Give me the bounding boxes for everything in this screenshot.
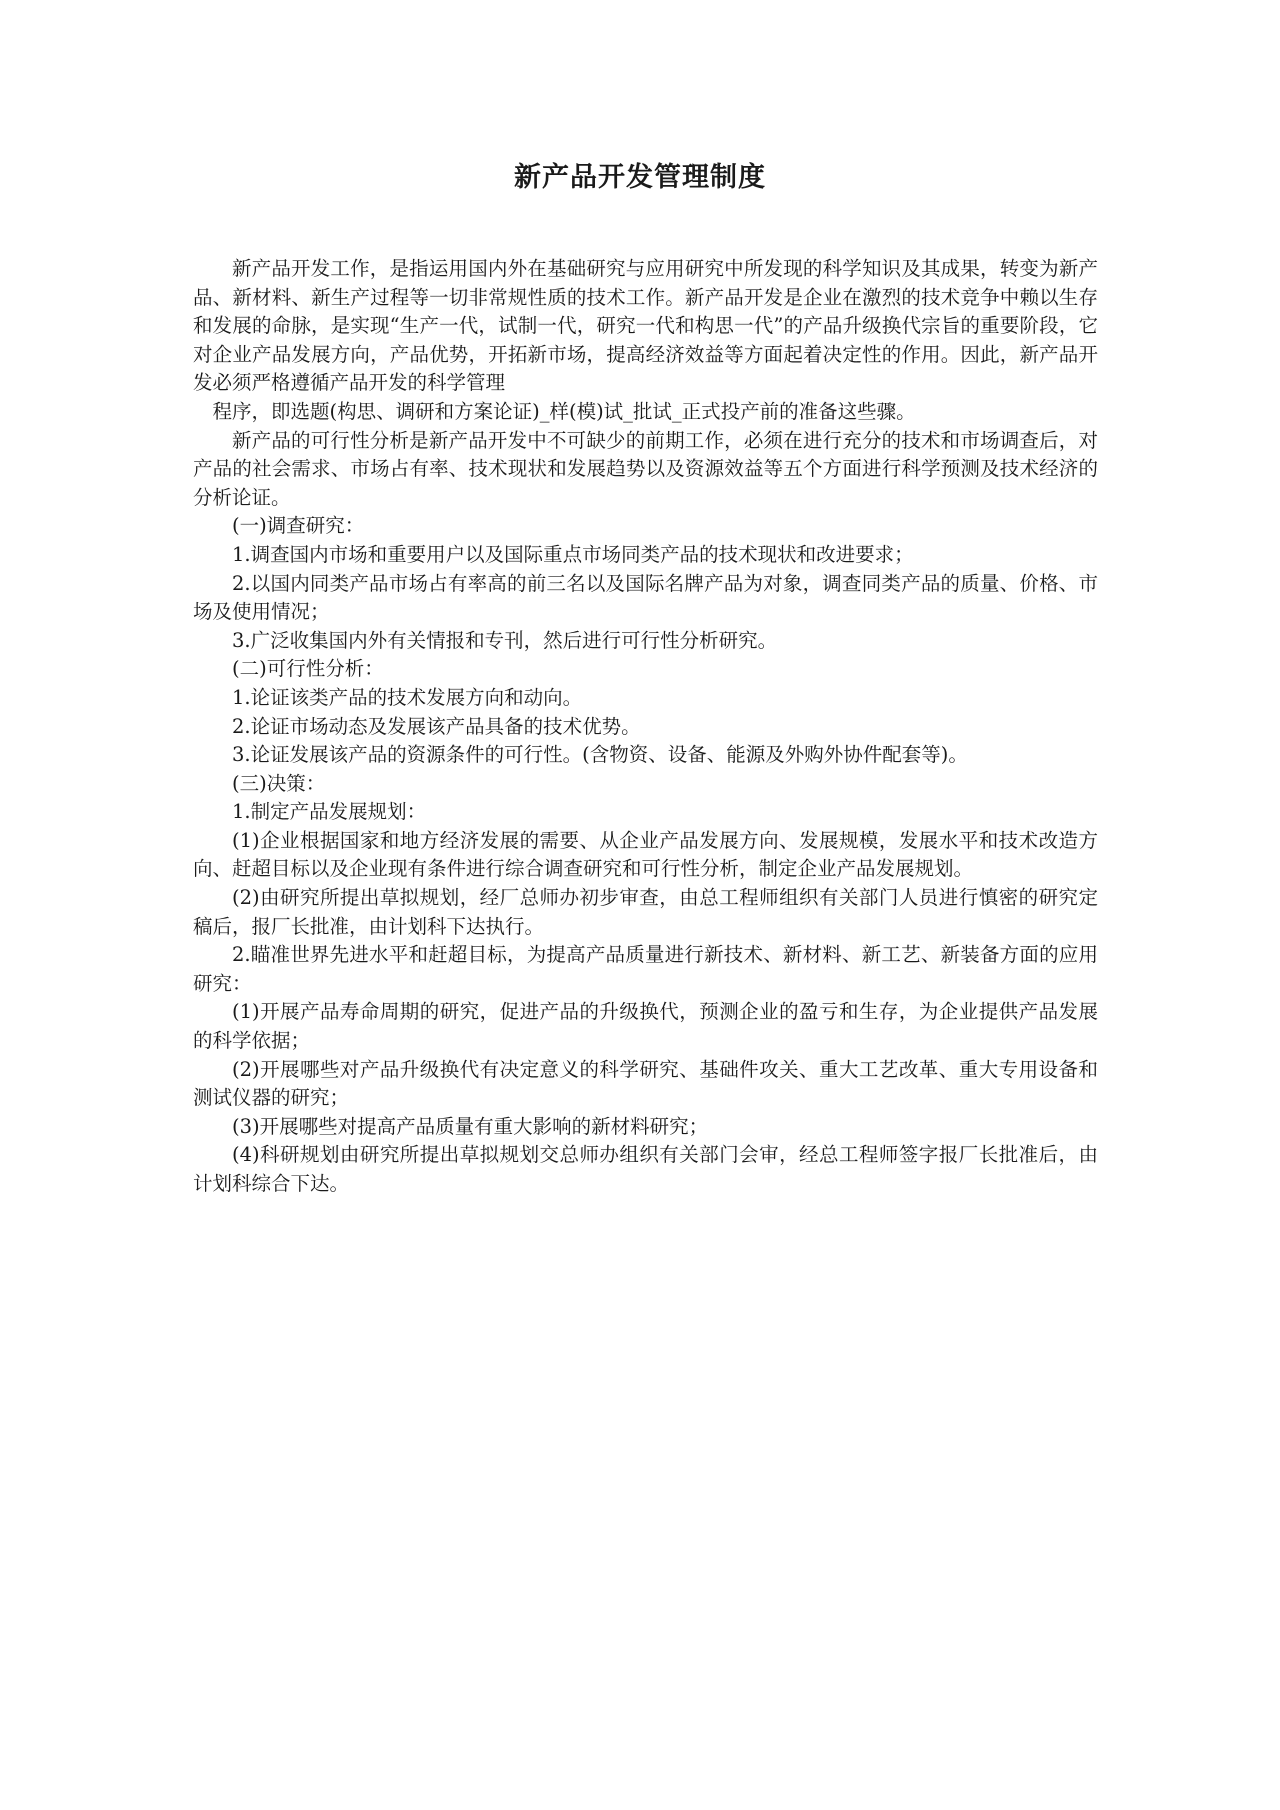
list-item: (1)企业根据国家和地方经济发展的需要、从企业产品发展方向、发展规模，发展水平和技术改造方向、赶超目标以及企业现有条件进行综合调查研究和可行性分析，制定企业产品发展规划。 [193, 828, 1098, 881]
list-item: 1.制定产品发展规划： [232, 800, 427, 824]
list-item: 1.调查国内市场和重要用户以及国际重点市场同类产品的技术现状和改进要求； [232, 542, 914, 566]
list-item: (3)开展哪些对提高产品质量有重大影响的新材料研究； [232, 1114, 709, 1138]
list-item: 2.论证市场动态及发展该产品具备的技术优势。 [232, 714, 641, 738]
list-item: (2)开展哪些对产品升级换代有决定意义的科学研究、基础件攻关、重大工艺改革、重大专用设备和测试仪器的研究； [193, 1057, 1098, 1110]
paragraph-feasibility: 新产品的可行性分析是新产品开发中不可缺少的前期工作，必须在进行充分的技术和市场调查后，对产品的社会需求、市场占有率、技术现状和发展趋势以及资源效益等五个方面进行科学预测及技术经济的分析论证。 [193, 428, 1098, 509]
section-heading-survey: (一)调查研究： [232, 514, 365, 538]
document-title: 新产品开发管理制度 [514, 162, 766, 193]
document-body [193, 255, 1098, 1199]
section-heading-decision: (三)决策： [232, 771, 326, 795]
list-item: 3.论证发展该产品的资源条件的可行性。(含物资、设备、能源及外购外协件配套等)。 [232, 743, 968, 767]
paragraph-intro-continued: 程序，即选题(构思、调研和方案论证)_样(模)试_批试_正式投产前的准备这些骤。 [212, 399, 916, 423]
list-item: (2)由研究所提出草拟规划，经厂总师办初步审查，由总工程师组织有关部门人员进行慎密的研究定稿后，报厂长批准，由计划科下达执行。 [193, 886, 1098, 938]
list-item: 2.瞄准世界先进水平和赶超目标，为提高产品质量进行新技术、新材料、新工艺、新装备方面的应用研究： [193, 943, 1098, 995]
paragraph-intro: 新产品开发工作，是指运用国内外在基础研究与应用研究中所发现的科学知识及其成果，转变为新产品、新材料、新生产过程等一切非常规性质的技术工作。新产品开发是企业在激烈的技术竞争中赖以生存和发展的命脉，是实现“生产一代，试制一代，研究一代和构思一代”的产品升级换代宗旨的重要阶段，它对企业产品发展方向，产品优势，开拓新市场，提高经济效益等方面起着决定性的作用。因此，新产品开发必须严格遵循产品开发的科学管理 [193, 257, 1098, 395]
list-item: 3.广泛收集国内外有关情报和专刊，然后进行可行性分析研究。 [232, 628, 778, 652]
list-item: (4)科研规划由研究所提出草拟规划交总师办组织有关部门会审，经总工程师签字报厂长批准后，由计划科综合下达。 [193, 1143, 1098, 1195]
section-heading-analysis: (二)可行性分析： [232, 657, 384, 681]
list-item: (1)开展产品寿命周期的研究，促进产品的升级换代，预测企业的盈亏和生存，为企业提供产品发展的科学依据； [193, 1000, 1098, 1053]
list-item: 1.论证该类产品的技术发展方向和动向。 [232, 685, 583, 709]
list-item: 2.以国内同类产品市场占有率高的前三名以及国际名牌产品为对象，调查同类产品的质量、价格、市场及使用情况； [193, 571, 1098, 624]
